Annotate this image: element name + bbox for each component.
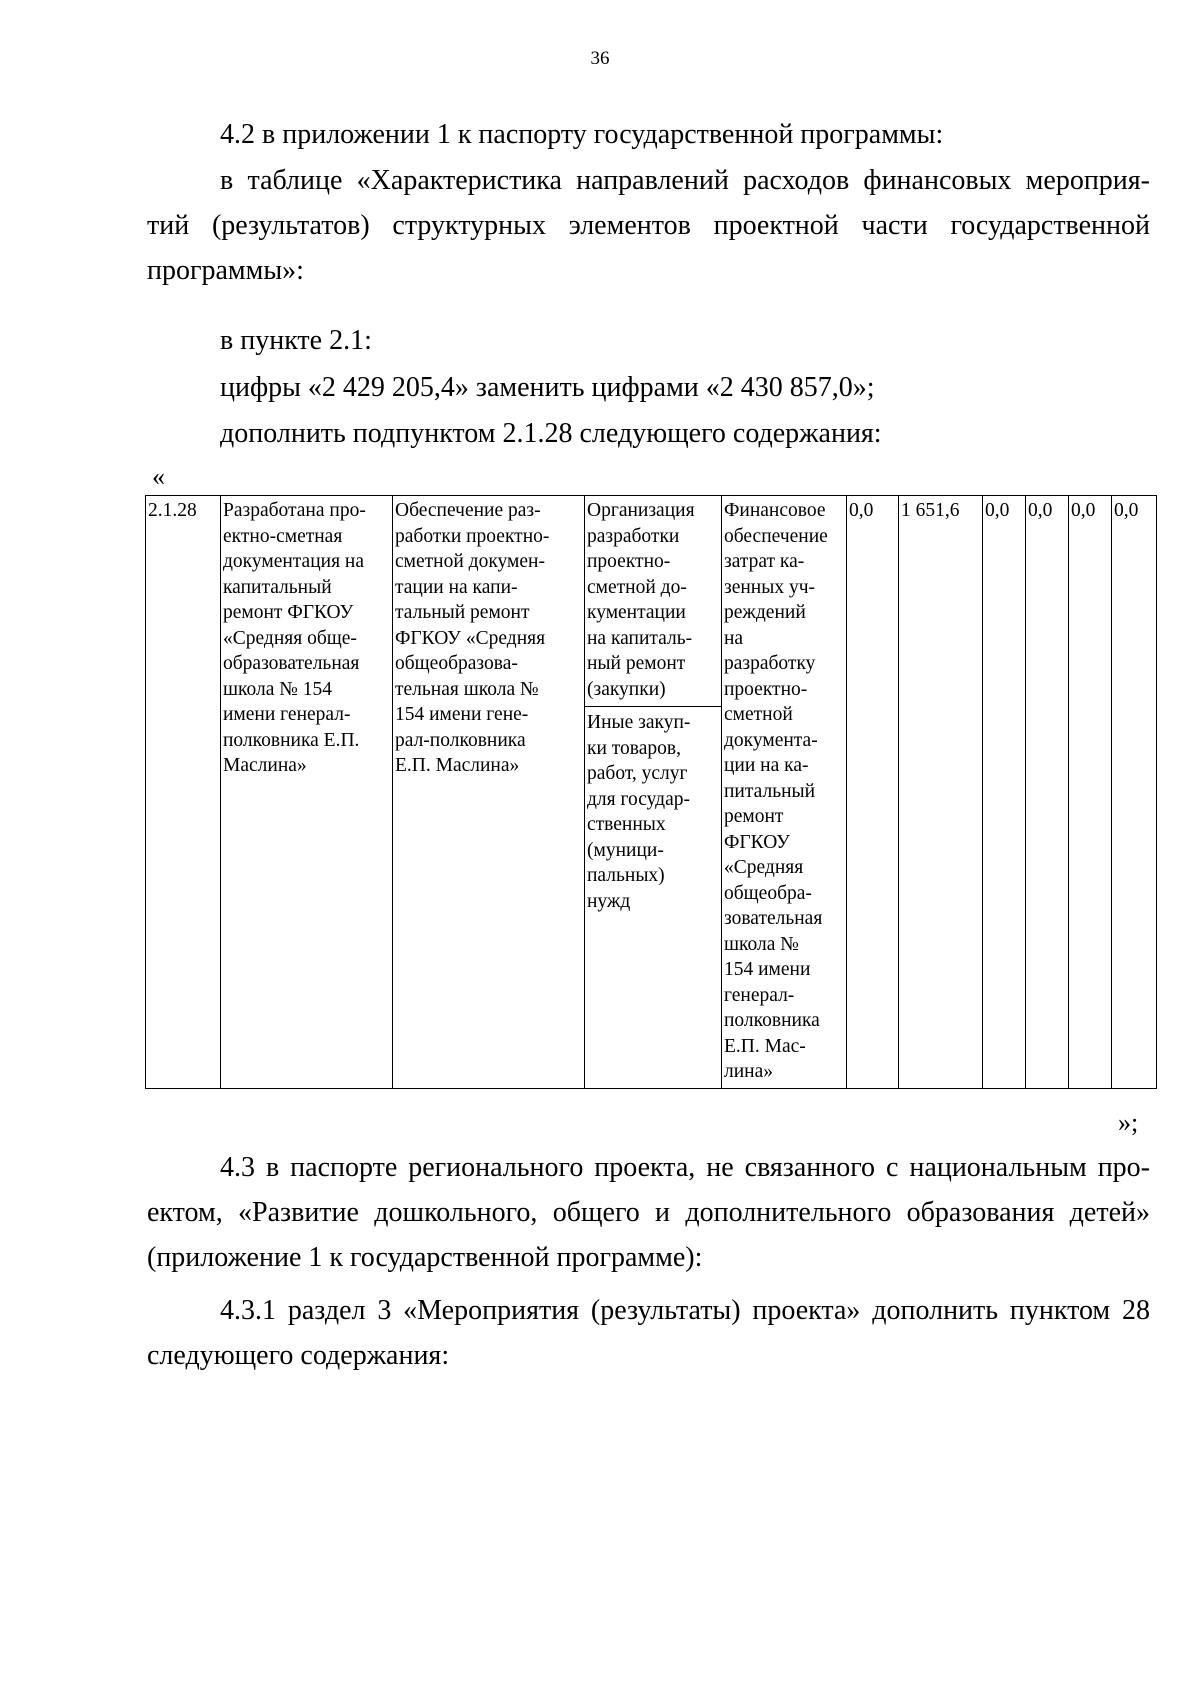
cell-line: сметной докумен- bbox=[395, 551, 545, 572]
cell-expense bbox=[722, 496, 847, 1089]
cell-value-5: 0,0 bbox=[1069, 496, 1112, 1089]
cell-value-1: 0,0 bbox=[847, 496, 899, 1089]
cell-line: капитальный bbox=[223, 576, 332, 598]
paragraph-replace-figures: цифры «2 429 205,4» заменить цифрами «2 430 857,0»; bbox=[220, 372, 875, 403]
cell-number: 2.1.28 bbox=[146, 496, 221, 1089]
cell-line: ции на ка- bbox=[724, 755, 809, 776]
paragraph-line: в таблице «Характеристика направлений расходов финансовых мероприя- bbox=[220, 165, 1150, 196]
cell-line: Финансовое bbox=[724, 500, 826, 521]
cell-line: документа- bbox=[724, 729, 818, 751]
cell-line: зенных уч- bbox=[724, 576, 816, 598]
cell-line: работ, услуг bbox=[587, 763, 688, 784]
cell-line: «Средняя обще- bbox=[223, 627, 357, 649]
cell-line: кументации bbox=[587, 602, 686, 623]
table-row bbox=[146, 496, 1157, 1089]
cell-line: полковника bbox=[724, 1010, 820, 1031]
cell-value-6: 0,0 bbox=[1112, 496, 1157, 1089]
cell-line: работки проектно- bbox=[395, 525, 550, 547]
cell-line: Е.П. Маслина» bbox=[395, 755, 520, 776]
opening-quote: « bbox=[152, 462, 165, 491]
page-number: 36 bbox=[590, 48, 610, 69]
cell-line: разработки bbox=[587, 525, 680, 547]
cell-line: разработку bbox=[724, 653, 816, 674]
cell-line: ный ремонт bbox=[587, 653, 686, 674]
cell-line: (муници- bbox=[587, 839, 664, 861]
cell-line: Обеспечение раз- bbox=[395, 500, 541, 521]
paragraph-4-2: 4.2 в приложении 1 к паспорту государственной программы: bbox=[220, 119, 944, 150]
paragraph-4-3 bbox=[147, 1145, 1150, 1280]
cell-line: ки товаров, bbox=[587, 737, 681, 759]
cell-line: пальных) bbox=[587, 865, 665, 886]
closing-quote: »; bbox=[1118, 1108, 1139, 1137]
cell-line: «Средняя bbox=[724, 857, 804, 878]
direction-other-procurement bbox=[585, 707, 721, 914]
cell-line: ФГКОУ bbox=[724, 831, 790, 853]
paragraph-table-reference bbox=[147, 158, 1150, 293]
cell-line: нужд bbox=[587, 890, 631, 912]
cell-line: документация на bbox=[223, 551, 365, 572]
cell-line: для государ- bbox=[587, 788, 690, 810]
cell-line: имени генерал- bbox=[223, 704, 351, 725]
paragraph-line: 4.3 в паспорте регионального проекта, не связанного с национальным про- bbox=[220, 1152, 1150, 1183]
paragraph-4-3-1 bbox=[147, 1288, 1150, 1378]
cell-line: затрат ка- bbox=[724, 551, 805, 572]
cell-line: Е.П. Мас- bbox=[724, 1035, 806, 1057]
cell-line: сметной до- bbox=[587, 576, 687, 598]
cell-line: ектно-сметная bbox=[223, 525, 343, 547]
cell-line: питальный bbox=[724, 780, 816, 802]
cell-line: зовательная bbox=[724, 908, 823, 929]
cell-line: школа № bbox=[724, 933, 799, 955]
cell-line: на bbox=[724, 627, 744, 649]
paragraph-point-2-1: в пункте 2.1: bbox=[220, 325, 372, 356]
amendment-table bbox=[145, 495, 1157, 1089]
paragraph-line: следующего содержания: bbox=[147, 1340, 450, 1371]
cell-line: Разработана про- bbox=[223, 500, 366, 521]
cell-line: Маслина» bbox=[223, 755, 307, 776]
cell-value-2: 1 651,6 bbox=[899, 496, 983, 1089]
paragraph-line: программы»: bbox=[147, 255, 304, 286]
cell-line: школа № 154 bbox=[223, 678, 332, 700]
cell-line: лина» bbox=[724, 1061, 774, 1082]
cell-direction bbox=[585, 496, 722, 1089]
cell-line: проектно- bbox=[724, 678, 808, 700]
cell-line: тальный ремонт bbox=[395, 602, 530, 623]
cell-purpose bbox=[393, 496, 585, 1089]
cell-line: ственных bbox=[587, 814, 666, 835]
cell-line: 154 имени bbox=[724, 959, 811, 980]
paragraph-add-subpoint: дополнить подпунктом 2.1.28 следующего содержания: bbox=[220, 418, 882, 449]
paragraph-line: ектом, «Развитие дошкольного, общего и дополнительного образования детей» bbox=[147, 1197, 1150, 1228]
cell-line: реждений bbox=[724, 602, 806, 623]
cell-line: тации на капи- bbox=[395, 576, 518, 598]
cell-line: ФГКОУ «Средняя bbox=[395, 627, 546, 649]
cell-value-3: 0,0 bbox=[983, 496, 1026, 1089]
paragraph-line: (приложение 1 к государственной программе): bbox=[147, 1242, 703, 1273]
cell-line: Иные закуп- bbox=[587, 712, 691, 733]
cell-line: тельная школа № bbox=[395, 678, 539, 700]
cell-line: (закупки) bbox=[587, 678, 666, 700]
cell-line: ремонт ФГКОУ bbox=[223, 602, 354, 623]
cell-line: рал-полковника bbox=[395, 729, 526, 751]
cell-line: сметной bbox=[724, 704, 793, 725]
cell-line: обеспечение bbox=[724, 525, 828, 547]
cell-line: Организация bbox=[587, 500, 695, 521]
cell-result bbox=[221, 496, 393, 1089]
paragraph-line: 4.3.1 раздел 3 «Мероприятия (результаты) проекта» дополнить пунктом 28 bbox=[220, 1295, 1150, 1326]
cell-line: генерал- bbox=[724, 984, 795, 1006]
cell-line: общеобра- bbox=[724, 882, 812, 904]
cell-line: ремонт bbox=[724, 806, 784, 827]
direction-organization bbox=[585, 496, 721, 707]
cell-value-4: 0,0 bbox=[1026, 496, 1069, 1089]
cell-line: полковника Е.П. bbox=[223, 729, 360, 751]
cell-line: на капиталь- bbox=[587, 627, 693, 649]
cell-line: 154 имени гене- bbox=[395, 704, 529, 725]
cell-line: проектно- bbox=[587, 551, 671, 572]
cell-line: общеобразова- bbox=[395, 653, 518, 674]
cell-line: образовательная bbox=[223, 653, 360, 674]
paragraph-line: тий (результатов) структурных элементов проектной части государственной bbox=[147, 210, 1150, 241]
